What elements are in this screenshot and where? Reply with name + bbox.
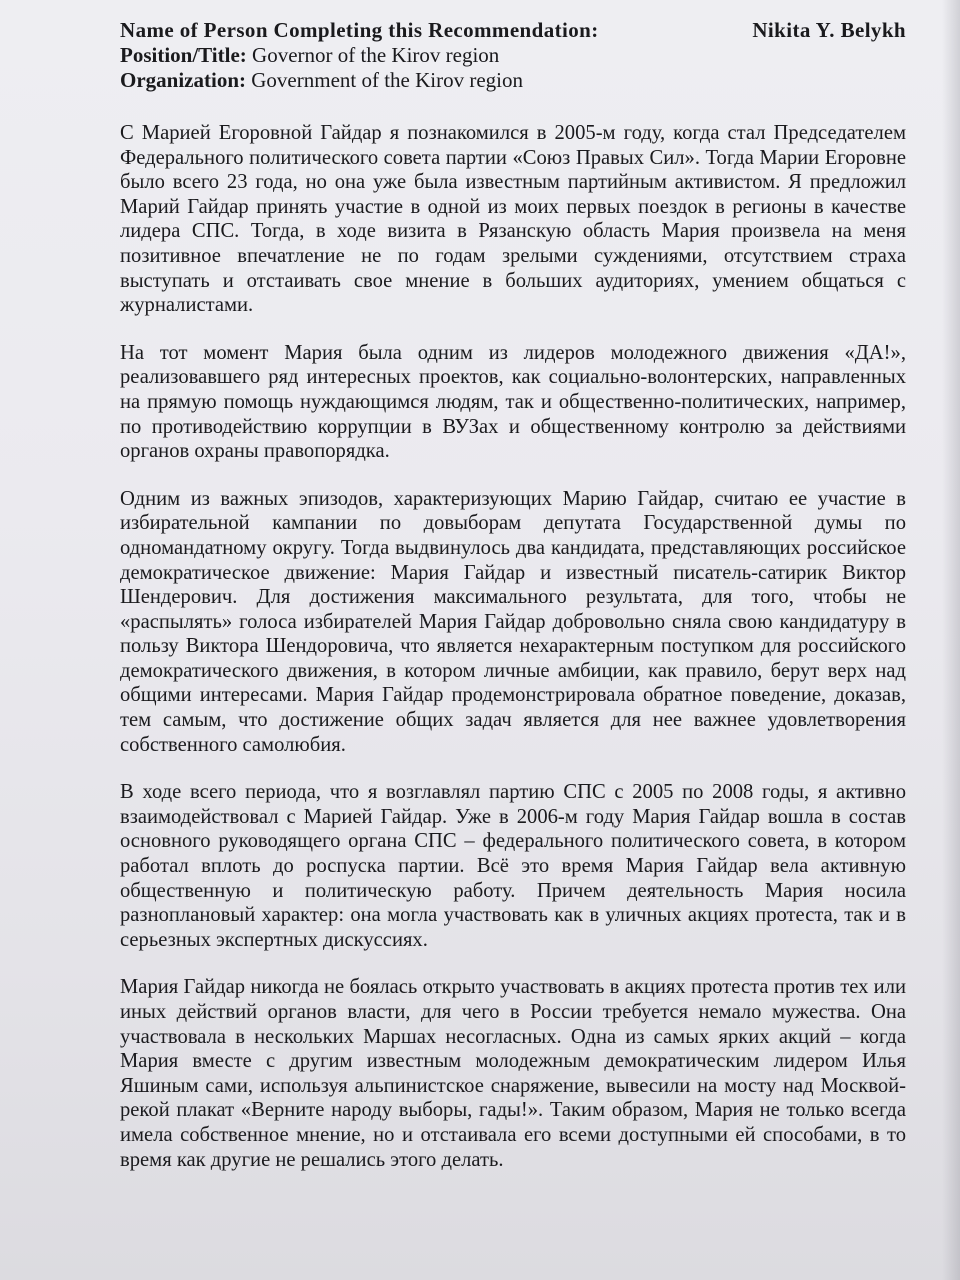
header-name-row (120, 18, 906, 43)
page-edge-shadow (942, 0, 960, 1280)
header-organization-row (120, 68, 906, 93)
name-label: Name of Person Completing this Recommendation: (120, 18, 599, 42)
organization-value: Government of the Kirov region (251, 68, 524, 92)
name-value: Nikita Y. Belykh (752, 18, 906, 42)
paragraph-1: С Марией Егоровной Гайдар я познакомился в 2005-м году, когда стал Председателем Федерального политического совета партии «Союз Правых Сил». Тогда Марии Егоровне было всего 23 года, но она уже была известным партийным активистом. Я предложил Марий Гайдар принять участие в одной из моих первых поездок в регионы в качестве лидера СПС. Тогда, в ходе визита в Рязанскую область Мария произвела на меня позитивное впечатление не по годам зрелыми суждениями, отсутствием страха выступать и отстаивать свое мнение в больших аудиториях, умением общаться с журналистами. (120, 122, 906, 317)
position-value: Governor of the Kirov region (252, 43, 500, 67)
header-position-row (120, 43, 906, 68)
position-label: Position/Title: (120, 43, 247, 67)
paragraph-4: В ходе всего периода, что я возглавлял партию СПС с 2005 по 2008 годы, я активно взаимодействовал с Марией Гайдар. Уже в 2006-м году Мария Гайдар вошла в состав основного руководящего органа СПС – федерального политического совета, в котором работал вплоть до роспуска партии. Всё это время Мария Гайдар вела активную общественную и политическую работу. Причем деятельность Мария носила разноплановый характер: она могла участвовать как в уличных акциях протеста, так и в серьезных экспертных дискуссиях. (120, 781, 906, 951)
paragraph-3: Одним из важных эпизодов, характеризующих Марию Гайдар, считаю ее участие в избирательной кампании по довыборам депутата Государственной думы по одномандатному округу. Тогда выдвинулось два кандидата, представляющих российское демократическое движение: Мария Гайдар и известный писатель-сатирик Виктор Шендерович. Для достижения максимального результата, для того, чтобы не «распылять» голоса избирателей Мария Гайдар добровольно сняла свою кандидатуру в пользу Виктора Шендоровича, что является нехарактерным поступком для российского демократического движения, в котором личные амбиции, как правило, берут верх над общими интересами. Мария Гайдар продемонстрировала обратное поведение, доказав, тем самым, что достижение общих задач является для нее важнее удовлетворения собственного самолюбия. (120, 487, 906, 756)
letter-body (120, 18, 906, 1172)
paragraph-2: На тот момент Мария была одним из лидеров молодежного движения «ДА!», реализовавшего ряд интересных проектов, как социально-волонтерских, направленных на прямую помощь нуждающимся людям, так и общественно-политических, например, по противодействию коррупции в ВУЗах и общественному контролю за действиями органов охраны правопорядка. (120, 341, 906, 463)
paragraph-5: Мария Гайдар никогда не боялась открыто участвовать в акциях протеста против тех или иных действий органов власти, для чего в России требуется немало мужества. Она участвовала в нескольких Маршах несогласных. Одна из самых ярких акций – когда Мария вместе с другим известным молодежным демократическим лидером Илья Яшиным сами, используя альпинистское снаряжение, вывесили на мосту над Москвой-рекой плакат «Верните народу выборы, гады!». Таким образом, Мария не только всегда имела собственное мнение, но и отстаивала его всеми доступными ей способами, в то время как другие не решались этого делать. (120, 976, 906, 1171)
organization-label: Organization: (120, 68, 246, 92)
